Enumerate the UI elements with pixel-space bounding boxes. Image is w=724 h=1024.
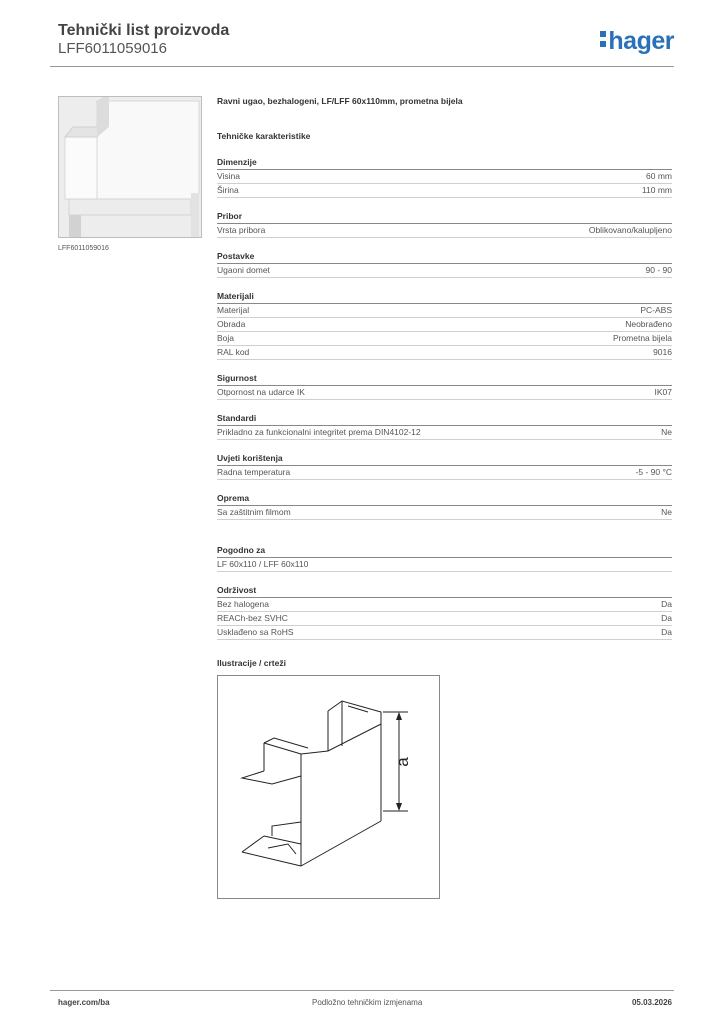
footer-divider [50, 990, 674, 991]
spec-label: Materijal [217, 305, 250, 315]
spec-row [217, 318, 672, 332]
spec-row [217, 184, 672, 198]
spec-group-sustainability [217, 585, 672, 640]
group-title: Dimenzije [217, 157, 672, 170]
spec-row [217, 466, 672, 480]
product-photo-image [59, 97, 201, 237]
spec-label: Prikladno za funkcionalni integritet prema DIN4102-12 [217, 427, 421, 437]
spec-row [217, 346, 672, 360]
spec-value: 60 mm [646, 171, 672, 181]
spec-value: IK07 [654, 387, 672, 397]
spec-label: Širina [217, 185, 239, 195]
spec-row [217, 386, 672, 400]
illustration-title: Ilustracije / crteži [217, 658, 286, 668]
spec-value: -5 - 90 °C [635, 467, 672, 477]
spec-group-dimensions [217, 157, 672, 198]
group-title: Materijali [217, 291, 672, 304]
group-title: Standardi [217, 413, 672, 426]
product-name: Ravni ugao, bezhalogeni, LF/LFF 60x110mm, prometna bijela [217, 96, 463, 106]
spec-value: Neobrađeno [625, 319, 672, 329]
spec-row [217, 264, 672, 278]
spec-label: Bez halogena [217, 599, 269, 609]
spec-value: Ne [661, 507, 672, 517]
logo-text: hager [608, 27, 674, 55]
spec-value: PC-ABS [640, 305, 672, 315]
spec-group-conditions [217, 453, 672, 480]
product-code: LFF6011059016 [58, 40, 167, 57]
spec-label: RAL kod [217, 347, 250, 357]
spec-group-standards [217, 413, 672, 440]
spec-value: Da [661, 627, 672, 637]
spec-row [217, 506, 672, 520]
spec-row [217, 612, 672, 626]
spec-row [217, 558, 672, 572]
group-title: Pribor [217, 211, 672, 224]
footer-notice: Podložno tehničkim izmjenama [312, 998, 423, 1007]
spec-label: Visina [217, 171, 240, 181]
footer-website-link[interactable]: hager.com/ba [58, 998, 110, 1007]
spec-value: 9016 [653, 347, 672, 357]
group-title: Sigurnost [217, 373, 672, 386]
group-title: Oprema [217, 493, 672, 506]
spec-group-settings [217, 251, 672, 278]
spec-value: Da [661, 613, 672, 623]
spec-label: Otpornost na udarce IK [217, 387, 305, 397]
dimension-label: a [393, 757, 412, 767]
hager-logo [600, 28, 674, 54]
spec-row [217, 170, 672, 184]
group-title: Postavke [217, 251, 672, 264]
spec-value: Ne [661, 427, 672, 437]
spec-label: Boja [217, 333, 235, 343]
spec-label: Obrada [217, 319, 246, 329]
spec-group-safety [217, 373, 672, 400]
spec-label: Ugaoni domet [217, 265, 270, 275]
technical-drawing [217, 675, 440, 899]
spec-row [217, 304, 672, 318]
spec-group-materials [217, 291, 672, 360]
spec-row [217, 626, 672, 640]
spec-group-equipment [217, 493, 672, 520]
spec-row [217, 224, 672, 238]
specification-content [217, 96, 672, 671]
document-title: Tehnički list proizvoda [58, 22, 230, 39]
page-header [58, 22, 674, 62]
header-divider [50, 66, 674, 67]
group-title: Održivost [217, 585, 672, 598]
group-title: Pogodno za [217, 545, 672, 558]
spec-label: LF 60x110 / LFF 60x110 [217, 559, 309, 569]
spec-value: 110 mm [641, 185, 672, 195]
logo-dots-icon [600, 30, 606, 48]
spec-label: Usklađeno sa RoHS [217, 627, 294, 637]
spec-row [217, 598, 672, 612]
spec-value: Da [661, 599, 672, 609]
spec-group-suitable-for [217, 545, 672, 572]
spec-row [217, 332, 672, 346]
spec-value: 90 - 90 [645, 265, 672, 275]
spec-label: REACh-bez SVHC [217, 613, 288, 623]
photo-caption: LFF6011059016 [58, 245, 109, 252]
spec-label: Sa zaštitnim filmom [217, 507, 291, 517]
footer-date: 05.03.2026 [631, 998, 672, 1007]
section-title: Tehničke karakteristike [217, 131, 311, 141]
spec-value: Prometna bijela [612, 333, 672, 343]
spec-value: Oblikovano/kalupljeno [588, 225, 672, 235]
group-title: Uvjeti korištenja [217, 453, 672, 466]
spec-group-accessory [217, 211, 672, 238]
technical-drawing-image [218, 676, 439, 898]
spec-row [217, 426, 672, 440]
spec-label: Radna temperatura [217, 467, 291, 477]
spec-label: Vrsta pribora [217, 225, 266, 235]
product-photo [58, 96, 202, 238]
